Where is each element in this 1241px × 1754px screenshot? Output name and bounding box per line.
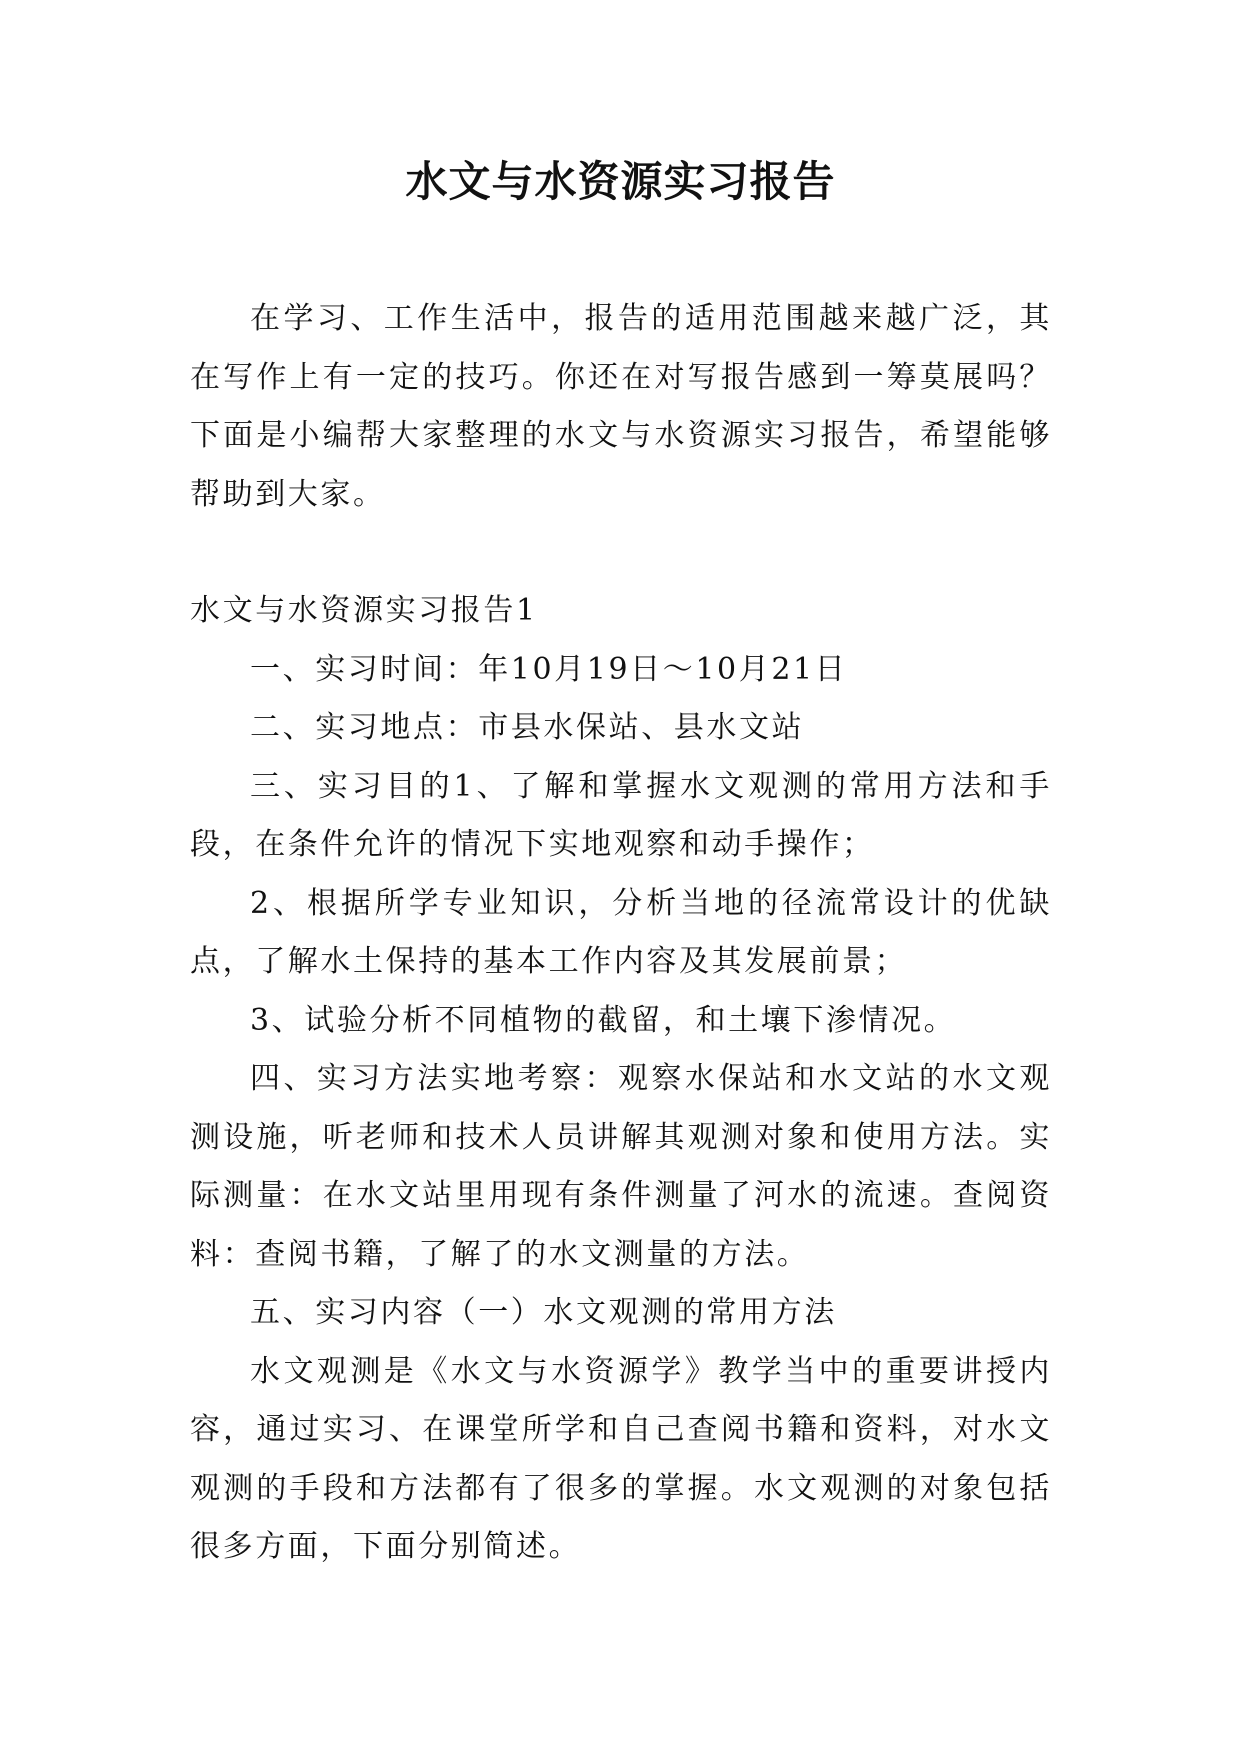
paragraph-purpose: 三、实习目的1、了解和掌握水文观测的常用方法和手段，在条件允许的情况下实地观察和动手操作； bbox=[190, 768, 1052, 862]
paragraph-method: 四、实习方法实地考察：观察水保站和水文站的水文观测设施，听老师和技术人员讲解其观测对象和使用方法。实际测量：在水文站里用现有条件测量了河水的流速。查阅资料：查阅书籍，了解了的水文测量的方法。 bbox=[190, 1061, 1052, 1272]
paragraph-location: 二、实习地点：市县水保站、县水文站 bbox=[250, 710, 805, 745]
paragraph-purpose-2: 2、根据所学专业知识，分析当地的径流常设计的优缺点，了解水土保持的基本工作内容及其发展前景； bbox=[190, 885, 1052, 979]
section-heading: 水文与水资源实习报告1 bbox=[190, 593, 538, 628]
intro-paragraph: 在学习、工作生活中，报告的适用范围越来越广泛，其在写作上有一定的技巧。你还在对写报告感到一筹莫展吗？下面是小编帮大家整理的水文与水资源实习报告，希望能够帮助到大家。 bbox=[190, 301, 1052, 512]
document-title: 水文与水资源实习报告 bbox=[405, 157, 836, 206]
paragraph-spacer bbox=[190, 524, 1052, 582]
paragraph-time: 一、实习时间：年10月19日～10月21日 bbox=[250, 651, 848, 687]
document-body bbox=[190, 290, 1052, 1577]
paragraph-content-heading: 五、实习内容（一）水文观测的常用方法 bbox=[250, 1295, 837, 1330]
paragraph-purpose-3: 3、试验分析不同植物的截留，和土壤下渗情况。 bbox=[250, 1002, 957, 1038]
paragraph-observation: 水文观测是《水文与水资源学》教学当中的重要讲授内容，通过实习、在课堂所学和自己查阅书籍和资料，对水文观测的手段和方法都有了很多的掌握。水文观测的对象包括很多方面，下面分别简述。 bbox=[190, 1353, 1052, 1564]
